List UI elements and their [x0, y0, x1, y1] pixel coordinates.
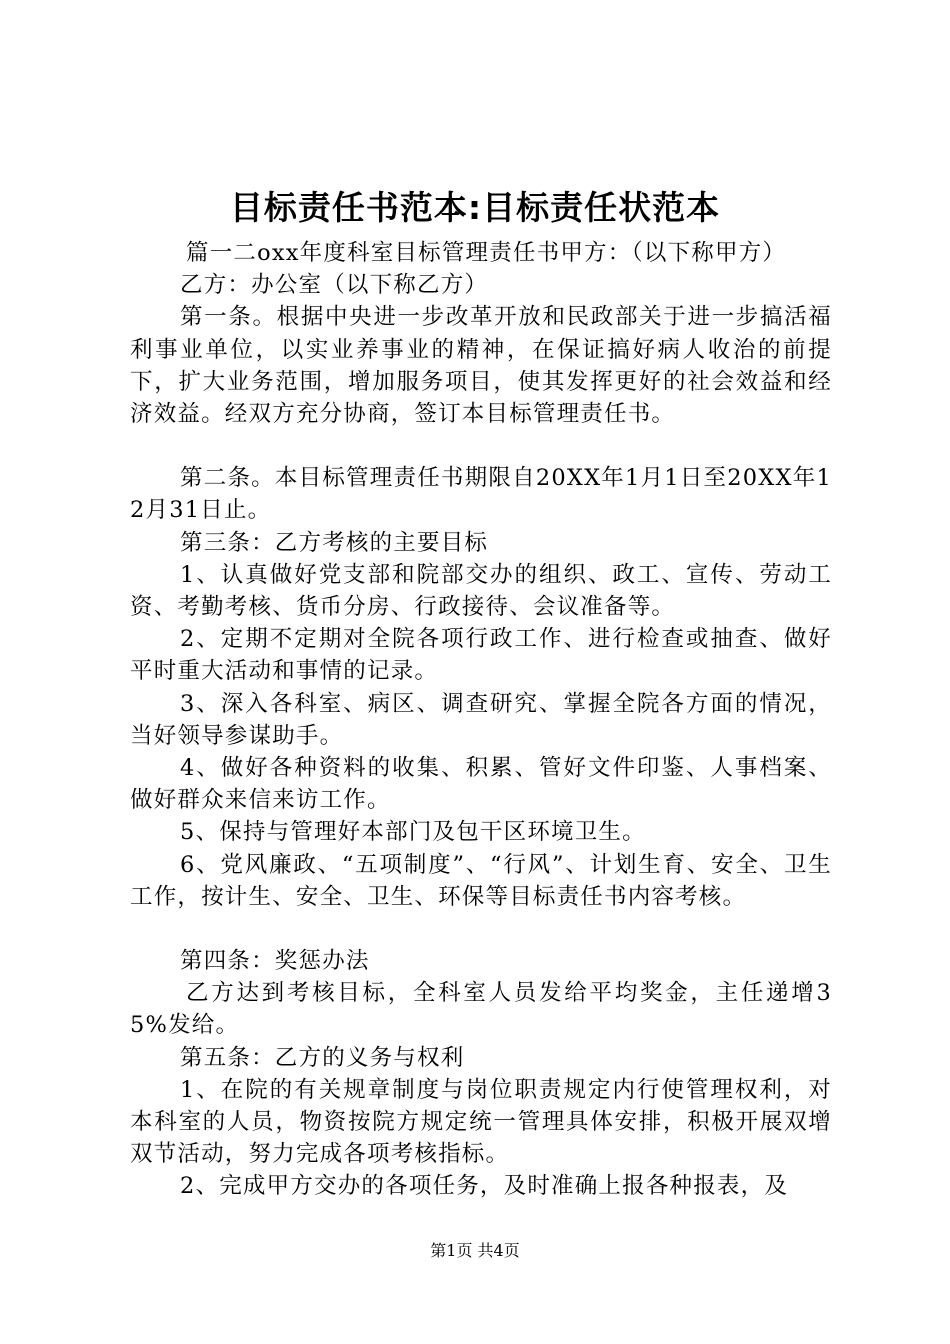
document-title: 目标责任书范本:目标责任状范本 [229, 188, 721, 227]
paragraph-item-6: 6、党风廉政、“五项制度”、“行风”、计划生育、安全、卫生工作，按计生、安全、卫生、环保等目标责任书内容考核。 [130, 851, 832, 910]
page-number-footer: 第1页 共4页 [430, 1241, 520, 1260]
paragraph-article-4: 第四条：奖惩办法 [180, 948, 370, 975]
paragraph-item-4: 4、做好各种资料的收集、积累、管好文件印鉴、人事档案、做好群众来信来访工作。 [130, 755, 832, 814]
paragraph-item-3: 3、深入各科室、病区、调查研究、掌握全院各方面的情况，当好领导参谋助手。 [130, 690, 832, 749]
paragraph-intro: 篇一二oxx年度科室目标管理责任书甲方：（以下称甲方） [186, 240, 787, 266]
paragraph-article-2: 第二条。本目标管理责任书期限自20XX年1月1日至20XX年12月31日止。 [130, 465, 832, 524]
paragraph-article-3: 第三条：乙方考核的主要目标 [180, 529, 489, 556]
paragraph-item-5: 5、保持与管理好本部门及包干区环境卫生。 [180, 819, 646, 846]
paragraph-reward: 乙方达到考核目标，全科室人员发给平均奖金，主任递增35%发给。 [130, 980, 832, 1039]
paragraph-article-5: 第五条：乙方的义务与权利 [180, 1044, 465, 1071]
paragraph-party-b: 乙方：办公室（以下称乙方） [180, 272, 489, 299]
paragraph-duty-2: 2、完成甲方交办的各项任务，及时准确上报各种报表，及 [180, 1173, 789, 1200]
paragraph-spacer [130, 913, 832, 945]
paragraph-duty-1: 1、在院的有关规章制度与岗位职责规定内行使管理权利，对本科室的人员，物资按院方规定统一管理具体安排，积极开展双增双节活动，努力完成各项考核指标。 [130, 1076, 832, 1168]
paragraph-spacer [130, 430, 832, 462]
document-body [130, 237, 832, 1203]
paragraph-article-1: 第一条。根据中央进一步改革开放和民政部关于进一步搞活福利事业单位，以实业养事业的精神，在保证搞好病人收治的前提下，扩大业务范围，增加服务项目，使其发挥更好的社会效益和经济效益。经双方充分协商，签订本目标管理责任书。 [130, 304, 832, 428]
paragraph-item-2: 2、定期不定期对全院各项行政工作、进行检查或抽查、做好平时重大活动和事情的记录。 [130, 626, 832, 685]
paragraph-item-1: 1、认真做好党支部和院部交办的组织、政工、宣传、劳动工资、考勤考核、货币分房、行政接待、会议准备等。 [130, 561, 832, 621]
